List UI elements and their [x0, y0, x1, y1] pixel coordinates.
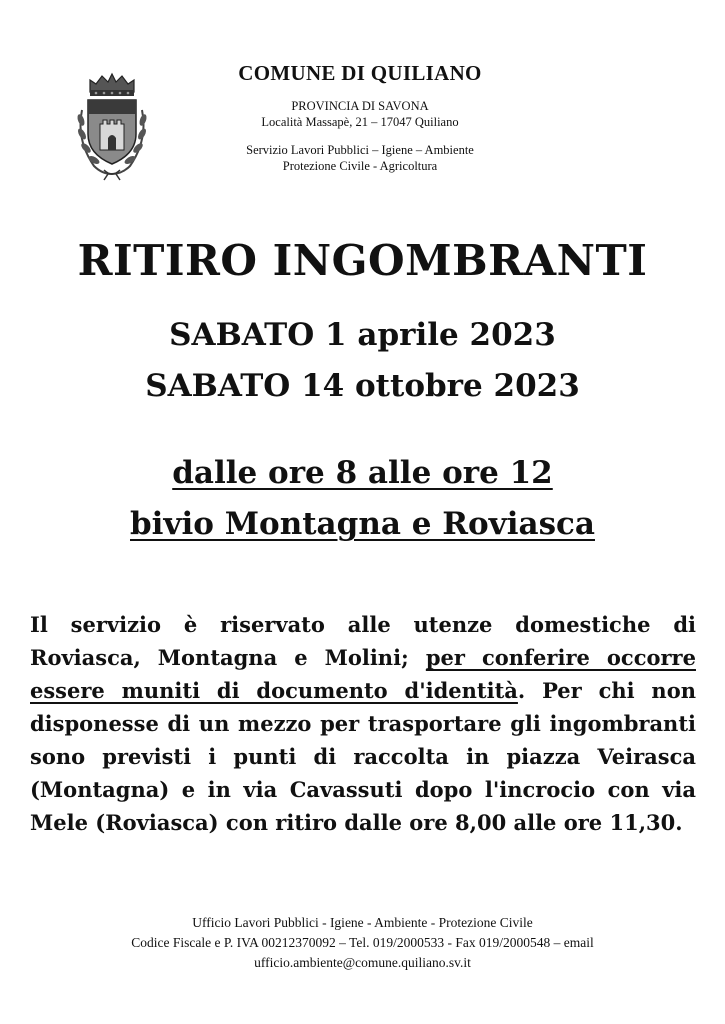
notice-body [30, 608, 696, 839]
letterhead [180, 60, 540, 174]
service-department: Servizio Lavori Pubblici – Igiene – Ambiente [246, 143, 474, 157]
municipal-crest-icon [72, 70, 152, 182]
body-part-1: Il servizio è riservato alle utenze domestiche di Roviasca, Montagna e Molini; [30, 612, 696, 670]
footer-office: Ufficio Lavori Pubblici - Igiene - Ambiente - Protezione Civile [192, 915, 533, 930]
footer-email: ufficio.ambiente@comune.quiliano.sv.it [254, 955, 471, 970]
provincia: PROVINCIA DI SAVONA [291, 99, 429, 113]
footer-contacts: Codice Fiscale e P. IVA 00212370092 – Tel. 019/2000533 - Fax 019/2000548 – email [131, 935, 594, 950]
hours-line [0, 453, 725, 493]
place-line [0, 504, 725, 544]
hours-text: dalle ore 8 alle ore 12 [172, 455, 553, 491]
date-first: SABATO 1 aprile 2023 [169, 317, 556, 353]
comune-name: COMUNE DI QUILIANO [238, 61, 482, 85]
date-second: SABATO 14 ottobre 2023 [145, 368, 580, 404]
body-part-2: . Per chi non disponesse di un mezzo per trasportare gli ingombranti sono previsti i punti di raccolta in piazza Veirasca (Montagna) e in via Cavassuti dopo l'incrocio con via Mele (Roviasca) con ritiro dalle ore 8,00 alle ore 11,30. [30, 678, 696, 835]
service-department-sub: Protezione Civile - Agricoltura [282, 159, 438, 173]
address: Località Massapè, 21 – 17047 Quiliano [261, 115, 459, 129]
place-text: bivio Montagna e Roviasca [130, 506, 595, 542]
footer [0, 913, 725, 973]
notice-title: RITIRO INGOMBRANTI [77, 236, 648, 285]
body-underlined: per conferire occorre essere muniti di documento d'identità [30, 645, 696, 703]
